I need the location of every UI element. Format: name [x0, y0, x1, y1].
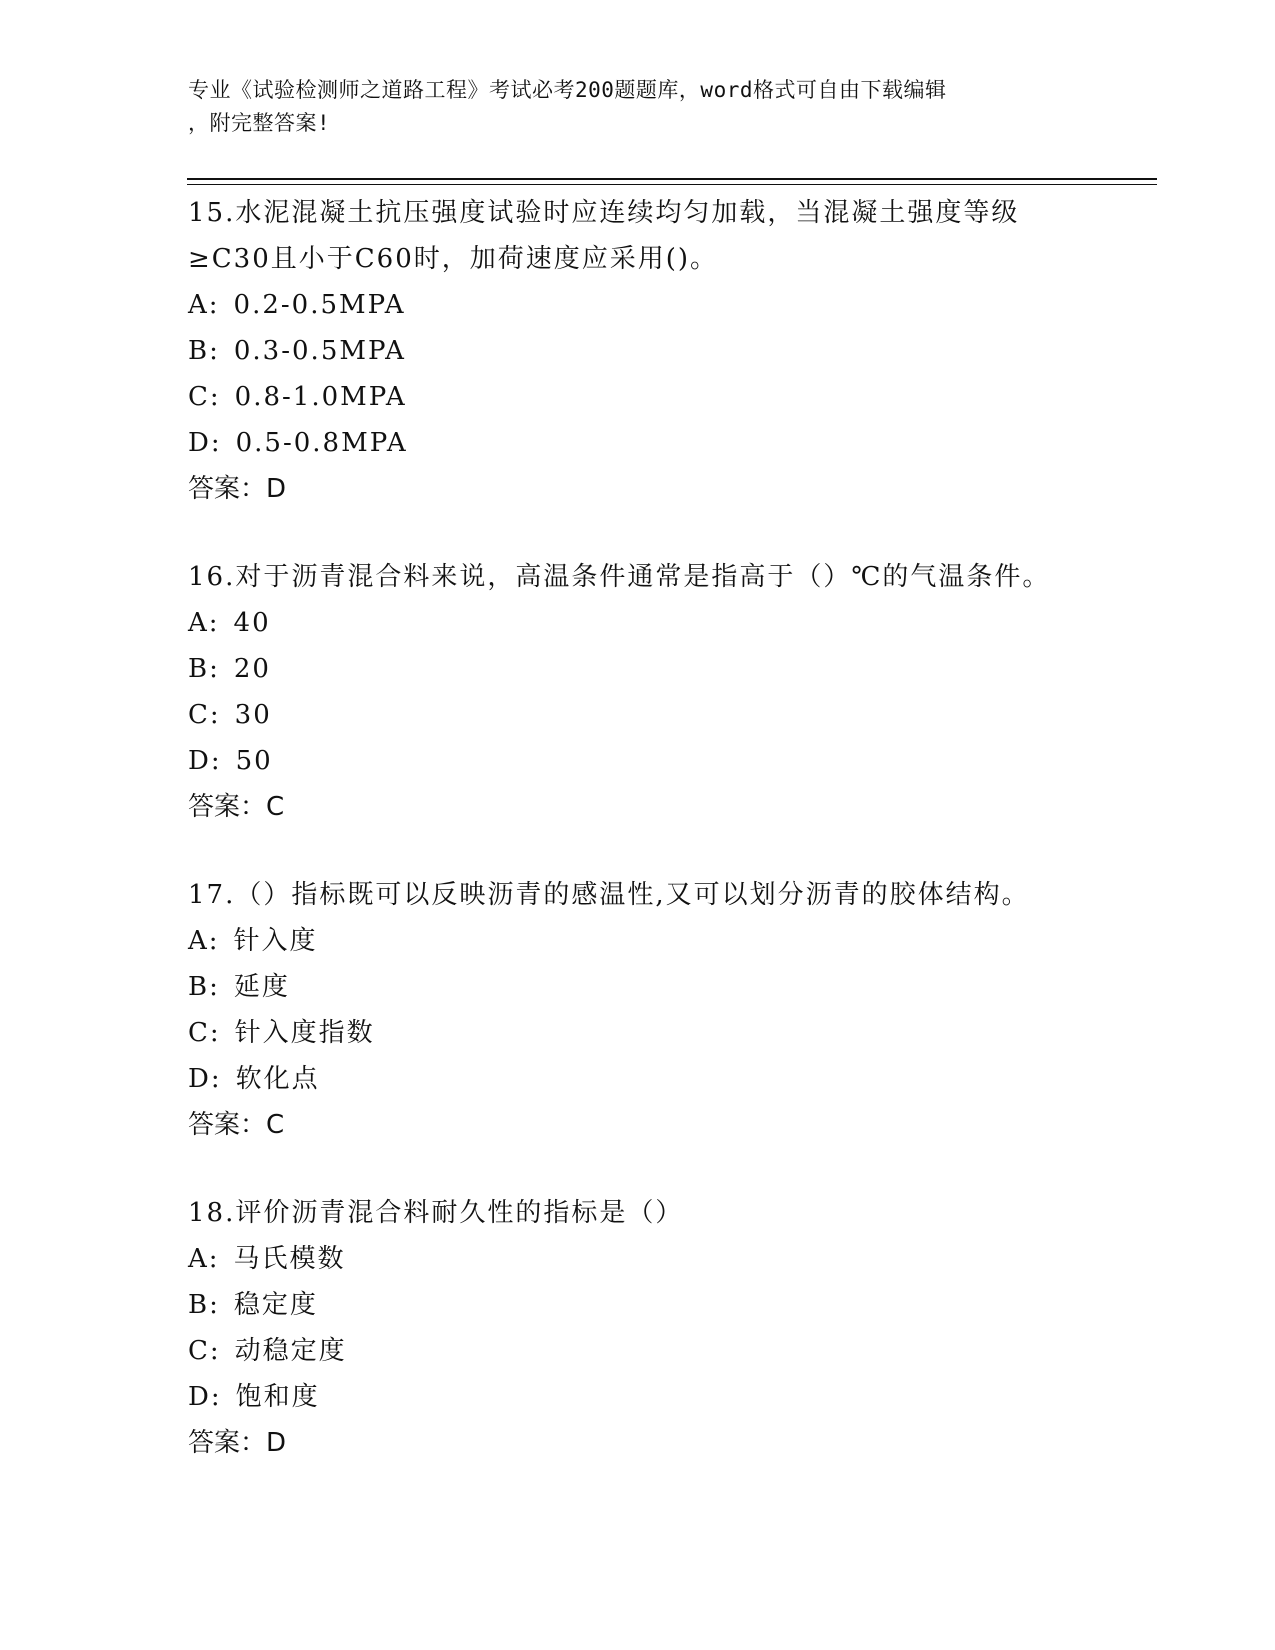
option-d — [188, 420, 1068, 466]
option-b — [188, 1282, 1068, 1328]
option-label: C: — [188, 1018, 221, 1048]
option-label: A: — [188, 926, 220, 956]
header-divider-thick — [187, 178, 1157, 180]
option-text: 50 — [235, 746, 273, 776]
option-text: 稳定度 — [233, 1290, 318, 1320]
option-a — [188, 1236, 1068, 1282]
option-c — [188, 692, 1068, 738]
option-text: 0.8-1.0MPA — [234, 382, 407, 412]
option-text: 马氏模数 — [233, 1244, 346, 1274]
option-a — [188, 600, 1068, 646]
option-text: 针入度指数 — [234, 1018, 375, 1048]
option-text: 针入度 — [233, 926, 318, 956]
question-text: 15.水泥混凝土抗压强度试验时应连续均匀加载，当混凝土强度等级 — [188, 198, 1020, 228]
header-title-line-2: ，附完整答案! — [188, 111, 331, 135]
option-label: B: — [188, 972, 220, 1002]
header-title-line-1: 专业《试验检测师之道路工程》考试必考200题题库，word格式可自由下载编辑 — [188, 78, 947, 102]
option-c — [188, 1328, 1068, 1374]
option-label: D: — [188, 1064, 222, 1094]
option-text: 30 — [234, 700, 272, 730]
option-label: D: — [188, 428, 222, 458]
option-text: 软化点 — [235, 1064, 320, 1094]
question-text: 17.（）指标既可以反映沥青的感温性,又可以划分沥青的胶体结构。 — [188, 880, 1030, 910]
question-17 — [188, 872, 1068, 1148]
answer: 答案：C — [188, 792, 285, 822]
option-d — [188, 1056, 1068, 1102]
option-c — [188, 1010, 1068, 1056]
option-text: 20 — [233, 654, 271, 684]
option-d — [188, 1374, 1068, 1420]
option-b — [188, 328, 1068, 374]
option-text: 0.3-0.5MPA — [233, 336, 406, 366]
option-label: C: — [188, 700, 221, 730]
option-b — [188, 646, 1068, 692]
option-a — [188, 282, 1068, 328]
option-label: D: — [188, 746, 222, 776]
option-text: 0.5-0.8MPA — [235, 428, 408, 458]
option-text: 动稳定度 — [234, 1336, 347, 1366]
option-text: 饱和度 — [235, 1382, 320, 1412]
answer: 答案：C — [188, 1110, 285, 1140]
option-label: C: — [188, 382, 221, 412]
answer: 答案：D — [188, 474, 287, 504]
option-b — [188, 964, 1068, 1010]
option-label: A: — [188, 608, 220, 638]
option-label: A: — [188, 290, 220, 320]
option-label: B: — [188, 336, 220, 366]
question-text: 18.评价沥青混合料耐久性的指标是（） — [188, 1198, 684, 1228]
answer: 答案：D — [188, 1428, 287, 1458]
header-divider-thin — [187, 184, 1157, 185]
option-text: 延度 — [233, 972, 290, 1002]
question-text-continued: ≥C30且小于C60时，加荷速度应采用()。 — [188, 244, 719, 274]
option-label: B: — [188, 654, 220, 684]
option-label: A: — [188, 1244, 220, 1274]
question-list — [188, 190, 1068, 1508]
option-c — [188, 374, 1068, 420]
question-text: 16.对于沥青混合料来说，高温条件通常是指高于（）℃的气温条件。 — [188, 562, 1051, 592]
question-15 — [188, 190, 1068, 512]
option-d — [188, 738, 1068, 784]
option-label: D: — [188, 1382, 222, 1412]
option-text: 0.2-0.5MPA — [233, 290, 406, 320]
question-18 — [188, 1190, 1068, 1466]
option-label: B: — [188, 1290, 220, 1320]
option-a — [188, 918, 1068, 964]
option-text: 40 — [233, 608, 271, 638]
document-header — [188, 74, 1068, 140]
question-16 — [188, 554, 1068, 830]
option-label: C: — [188, 1336, 221, 1366]
